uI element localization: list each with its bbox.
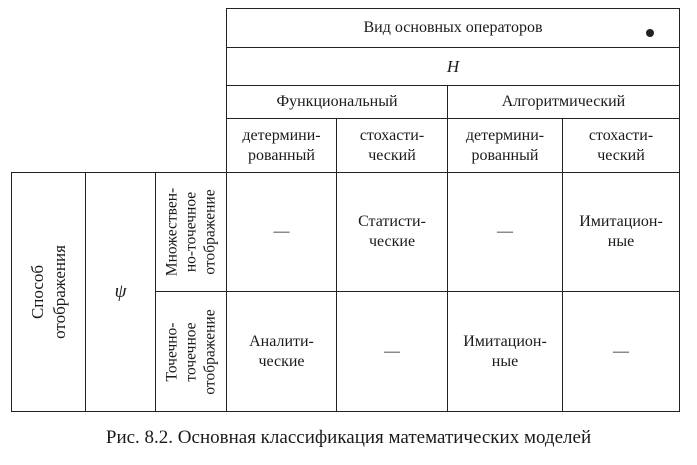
header-group-functional-text: Функциональный xyxy=(276,93,398,110)
side-label-text: Способ отображения xyxy=(28,245,69,339)
header-symbol-h-text: H xyxy=(446,56,460,76)
row-label-2 xyxy=(155,291,227,412)
cell-r1-c4-text: Имитацион- ные xyxy=(579,213,663,250)
cell-r1-c1-text: — xyxy=(273,223,290,240)
header-group-algorithmic xyxy=(447,85,680,119)
cell-r1-c1 xyxy=(226,172,337,292)
header-operator-type xyxy=(226,8,680,48)
header-subtype-1 xyxy=(226,118,337,173)
cell-r2-c4-text: — xyxy=(613,342,629,360)
cell-r1-c3-text: — xyxy=(497,223,513,240)
ink-dot xyxy=(646,29,654,37)
header-subtype-2-text: стохасти- ческий xyxy=(359,126,425,164)
cell-r2-c4 xyxy=(562,291,680,412)
cell-r2-c3-text: Имитацион- ные xyxy=(463,332,547,370)
cell-r2-c2-text: — xyxy=(384,342,400,360)
row-label-1-text: Множествен- но-точечное отображение xyxy=(163,187,219,277)
header-subtype-3 xyxy=(447,118,563,173)
figure-caption: Рис. 8.2. Основная классификация математических моделей xyxy=(105,427,592,448)
cell-r1-c3 xyxy=(447,172,563,292)
cell-r1-c2-text: Статисти- ческие xyxy=(358,213,426,250)
header-subtype-1-text: детермини- рованный xyxy=(242,126,321,164)
row-label-2-text: Точечно- точечное отображение xyxy=(163,308,219,395)
side-symbol-psi-text: ψ xyxy=(114,281,127,302)
side-symbol-psi xyxy=(85,172,156,412)
cell-r2-c1-text: Аналити- ческие xyxy=(249,332,314,370)
side-label-cell xyxy=(11,172,86,412)
header-subtype-4 xyxy=(562,118,680,173)
header-group-algorithmic-text: Алгоритмический xyxy=(501,93,626,110)
header-subtype-4-text: стохасти- ческий xyxy=(588,126,654,164)
cell-r2-c1 xyxy=(226,291,337,412)
cell-r1-c4 xyxy=(562,172,680,292)
header-operator-type-text: Вид основных операторов xyxy=(363,19,543,36)
header-subtype-2 xyxy=(336,118,448,173)
header-group-functional xyxy=(226,85,448,119)
cell-r1-c2 xyxy=(336,172,448,292)
header-subtype-3-text: детермини- рованный xyxy=(465,126,545,164)
cell-r2-c3 xyxy=(447,291,563,412)
header-symbol-h xyxy=(226,47,680,86)
cell-r2-c2 xyxy=(336,291,448,412)
row-label-1 xyxy=(155,172,227,292)
